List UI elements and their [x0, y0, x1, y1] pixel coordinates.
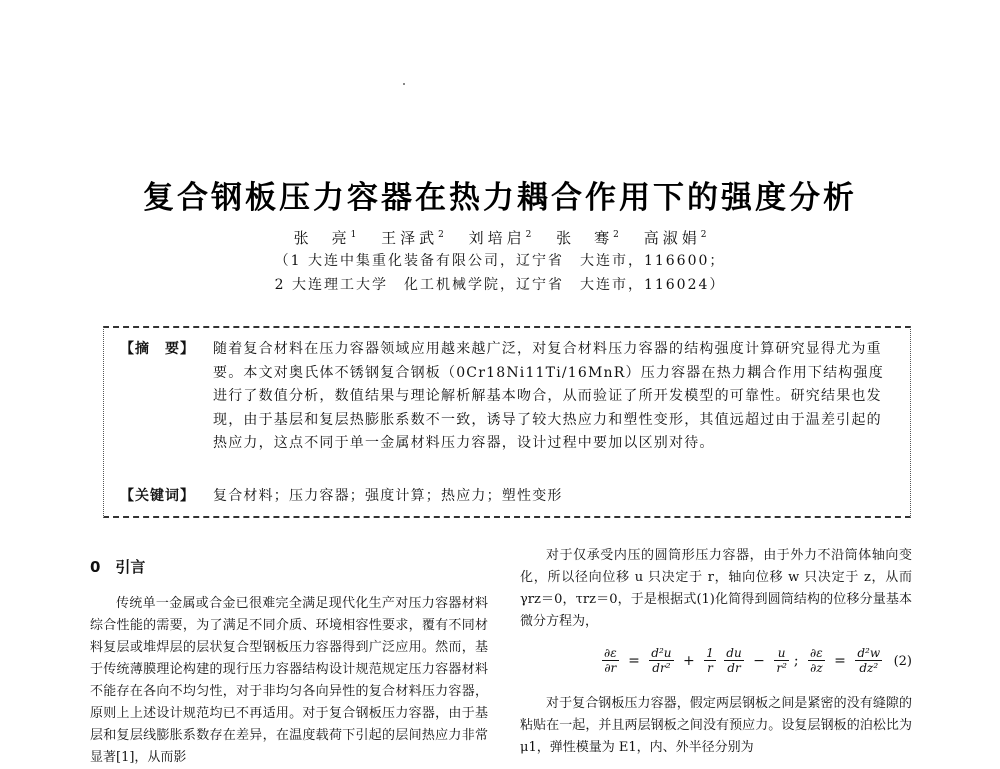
right-column-paragraph-2 [520, 693, 912, 755]
paragraph: 对于仅承受内压的圆筒形压力容器，由于外力不沿筒体轴向变化，所以径向位移 u 只决定于 r，轴向位移 w 只决定于 z，从而 γrz＝0，τrz＝0，于是根据式(1)化简得到圆筒结构的位移分量基本微分方程为， [520, 548, 912, 629]
scan-speck [403, 83, 405, 85]
author: 张 亮$^1$ [293, 229, 357, 247]
author: 刘培启$^2$ [468, 229, 532, 247]
equation-2: $\frac{\partial\varepsilon}{\partial r}$ = $\frac{\text{d²u}}{\text{dr²}}$ + $\frac{1}{r}$ $\frac{du}{dr}$ − $\frac{u}{\text{r²}}$ ; $\frac{\partial\varepsilon}{\partial z}$ = $\frac{\text{d²w}}{\text{dz²}}$ (2) [604, 646, 912, 675]
paragraph: 对于复合钢板压力容器，假定两层钢板之间是紧密的没有缝隙的粘贴在一起，并且两层钢板之间没有预应力。设复层钢板的泊松比为 μ1，弹性模量为 E1，内、外半径分别为 [520, 696, 912, 755]
keywords-text: 复合材料；压力容器；强度计算；热应力；塑性变形 [213, 488, 563, 504]
abstract-label: 【摘 要】 [120, 341, 195, 357]
paragraph: 传统单一金属或合金已很难完全满足现代化生产对压力容器材料综合性能的需要，为了满足不同介质、环境相容性要求，覆有不同材料复层或堆焊层的层状复合型钢板压力容器得到广泛应用。然而，基于传统薄膜理论构建的现行压力容器结构设计规范规定压力容器材料不能存在各向不均匀性，对于非均匀各向异性的复合材料压力容器，原则上上述设计规范均已不再适用。对于复合钢板压力容器，由于基层和复层线膨胀系数存在差异，在温度载荷下引起的层间热应力非常显著[1]，从而影 [90, 596, 488, 765]
intro-paragraph [90, 593, 488, 765]
author-list [0, 227, 1000, 248]
right-column-paragraph-1 [520, 545, 912, 633]
abstract-text: 随着复合材料在压力容器领域应用越来越广泛，对复合材料压力容器的结构强度计算研究显得尤为重要。本文对奥氏体不锈钢复合钢板（0Cr18Ni11Ti/16MnR）压力容器在热力耦合作用下结构强度进行了数值分析，数值结果与理论解析解基本吻合，从而验证了所开发模型的可靠性。研究结果也发现，由于基层和复层热膨胀系数不一致，诱导了较大热应力和塑性变形，其值远超过由于温差引起的热应力，这点不同于单一金属材料压力容器，设计过程中要加以区别对待。 [213, 341, 884, 451]
author: 高淑娟$^2$ [643, 229, 707, 247]
author: 王泽武$^2$ [381, 229, 444, 247]
equation-number: (2) [893, 654, 912, 669]
affiliation-2: 2 大连理工大学 化工机械学院，辽宁省 大连市，116024） [274, 277, 726, 293]
keywords-label: 【关键词】 [120, 488, 195, 504]
section-heading-intro: 0 引言 [90, 558, 146, 576]
author: 张 骞$^2$ [556, 229, 619, 247]
paper-title: 复合钢板压力容器在热力耦合作用下的强度分析 [143, 180, 857, 216]
affiliation-1: （1 大连中集重化装备有限公司，辽宁省 大连市，116600； [274, 253, 726, 269]
